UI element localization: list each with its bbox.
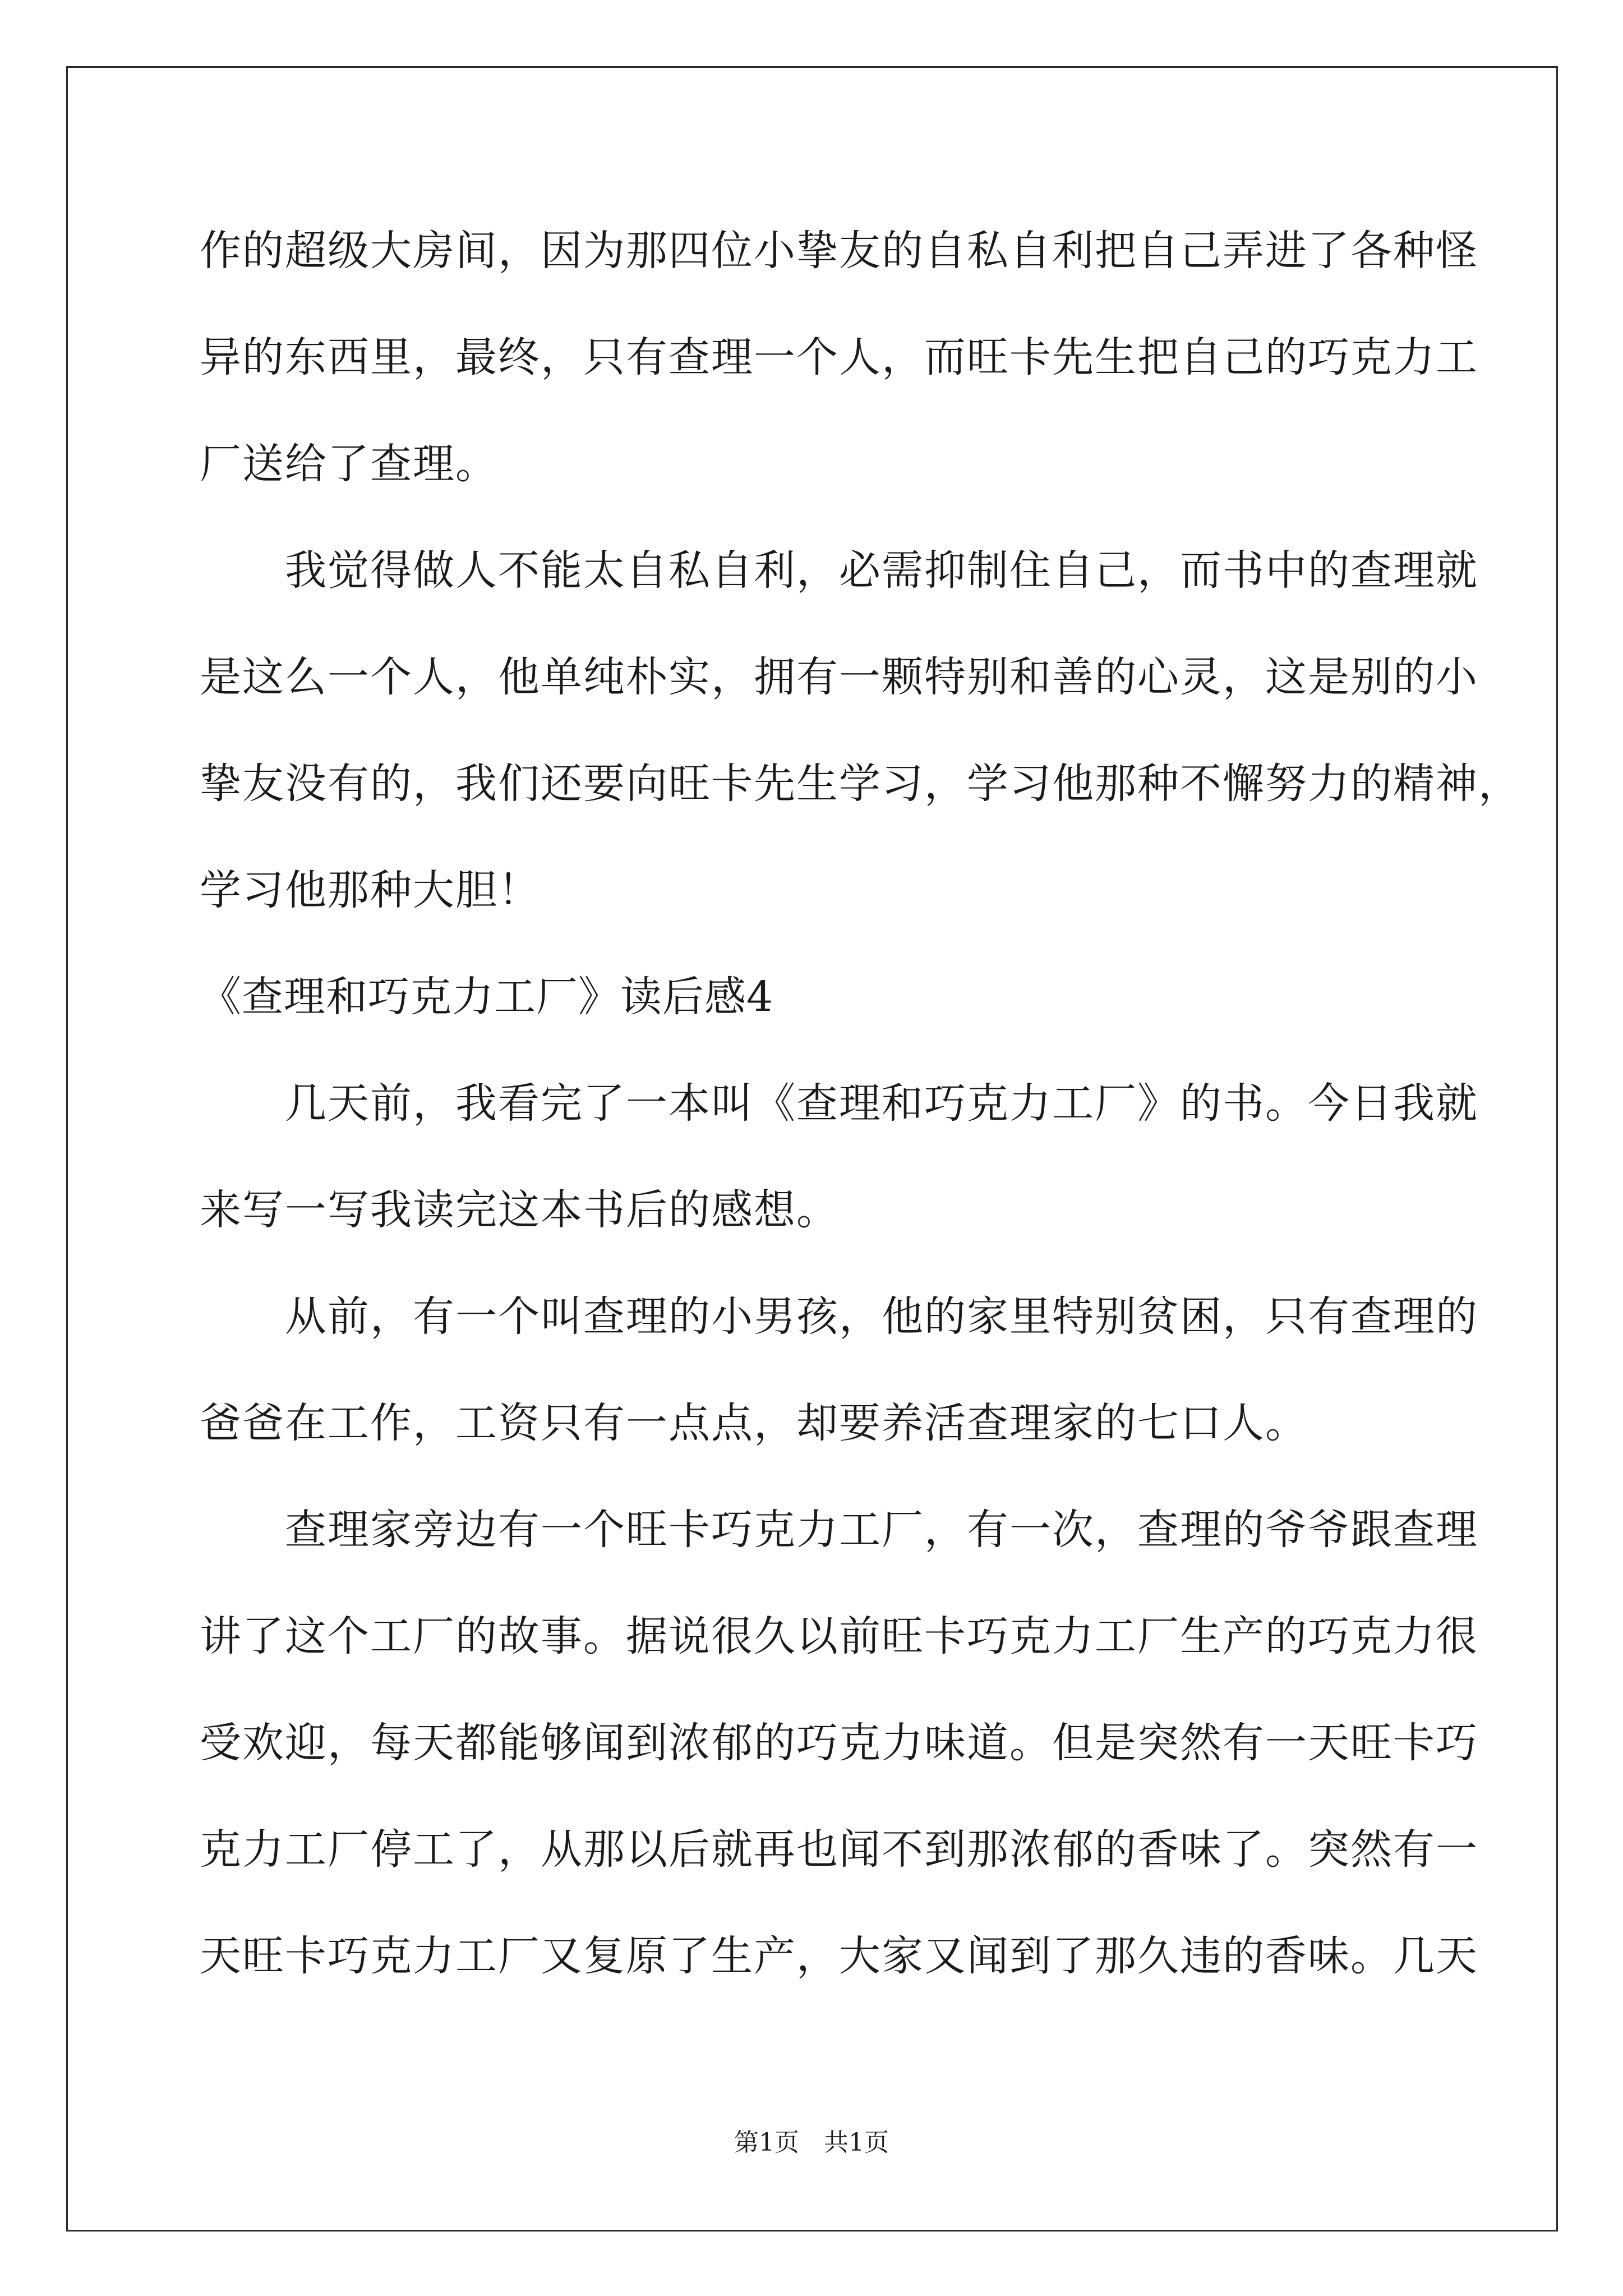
text-line: 从前，有一个叫查理的小男孩，他的家里特别贫困，只有查理的 — [200, 1292, 1478, 1341]
text-line: 受欢迎，每天都能够闻到浓郁的巧克力味道。但是突然有一天旺卡巧 — [200, 1719, 1478, 1767]
page-number: 第1页 共1页 — [734, 2128, 889, 2157]
text-line: 爸爸在工作，工资只有一点点，却要养活查理家的七口人。 — [200, 1399, 1308, 1447]
page-footer — [0, 2126, 1623, 2160]
text-line: 查理家旁边有一个旺卡巧克力工厂，有一次，查理的爷爷跟查理 — [200, 1506, 1478, 1554]
text-line: 是这么一个人，他单纯朴实，拥有一颗特别和善的心灵，这是别的小 — [200, 653, 1478, 701]
text-line: 天旺卡巧克力工厂又复原了生产，大家又闻到了那久违的香味。几天 — [200, 1932, 1478, 1980]
text-line: 几天前，我看完了一本叫《查理和巧克力工厂》的书。今日我就 — [200, 1079, 1478, 1128]
document-body — [200, 220, 1521, 2032]
text-line: 我觉得做人不能太自私自利，必需抑制住自己，而书中的查理就 — [200, 546, 1478, 595]
text-line: 克力工厂停工了，从那以后就再也闻不到那浓郁的香味了。突然有一 — [200, 1825, 1478, 1874]
text-line: 挚友没有的，我们还要向旺卡先生学习，学习他那种不懈努力的精神， — [200, 760, 1521, 808]
text-line: 厂送给了查理。 — [200, 440, 498, 488]
text-line: 来写一写我读完这本书后的感想。 — [200, 1186, 839, 1234]
text-line: 作的超级大房间，因为那四位小挚友的自私自利把自己弄进了各种怪 — [200, 227, 1478, 275]
text-line: 讲了这个工厂的故事。据说很久以前旺卡巧克力工厂生产的巧克力很 — [200, 1612, 1478, 1660]
text-line: 异的东西里，最终，只有查理一个人，而旺卡先生把自己的巧克力工 — [200, 333, 1478, 381]
text-line: 学习他那种大胆！ — [200, 866, 541, 914]
section-title: 《查理和巧克力工厂》读后感4 — [200, 973, 774, 1021]
